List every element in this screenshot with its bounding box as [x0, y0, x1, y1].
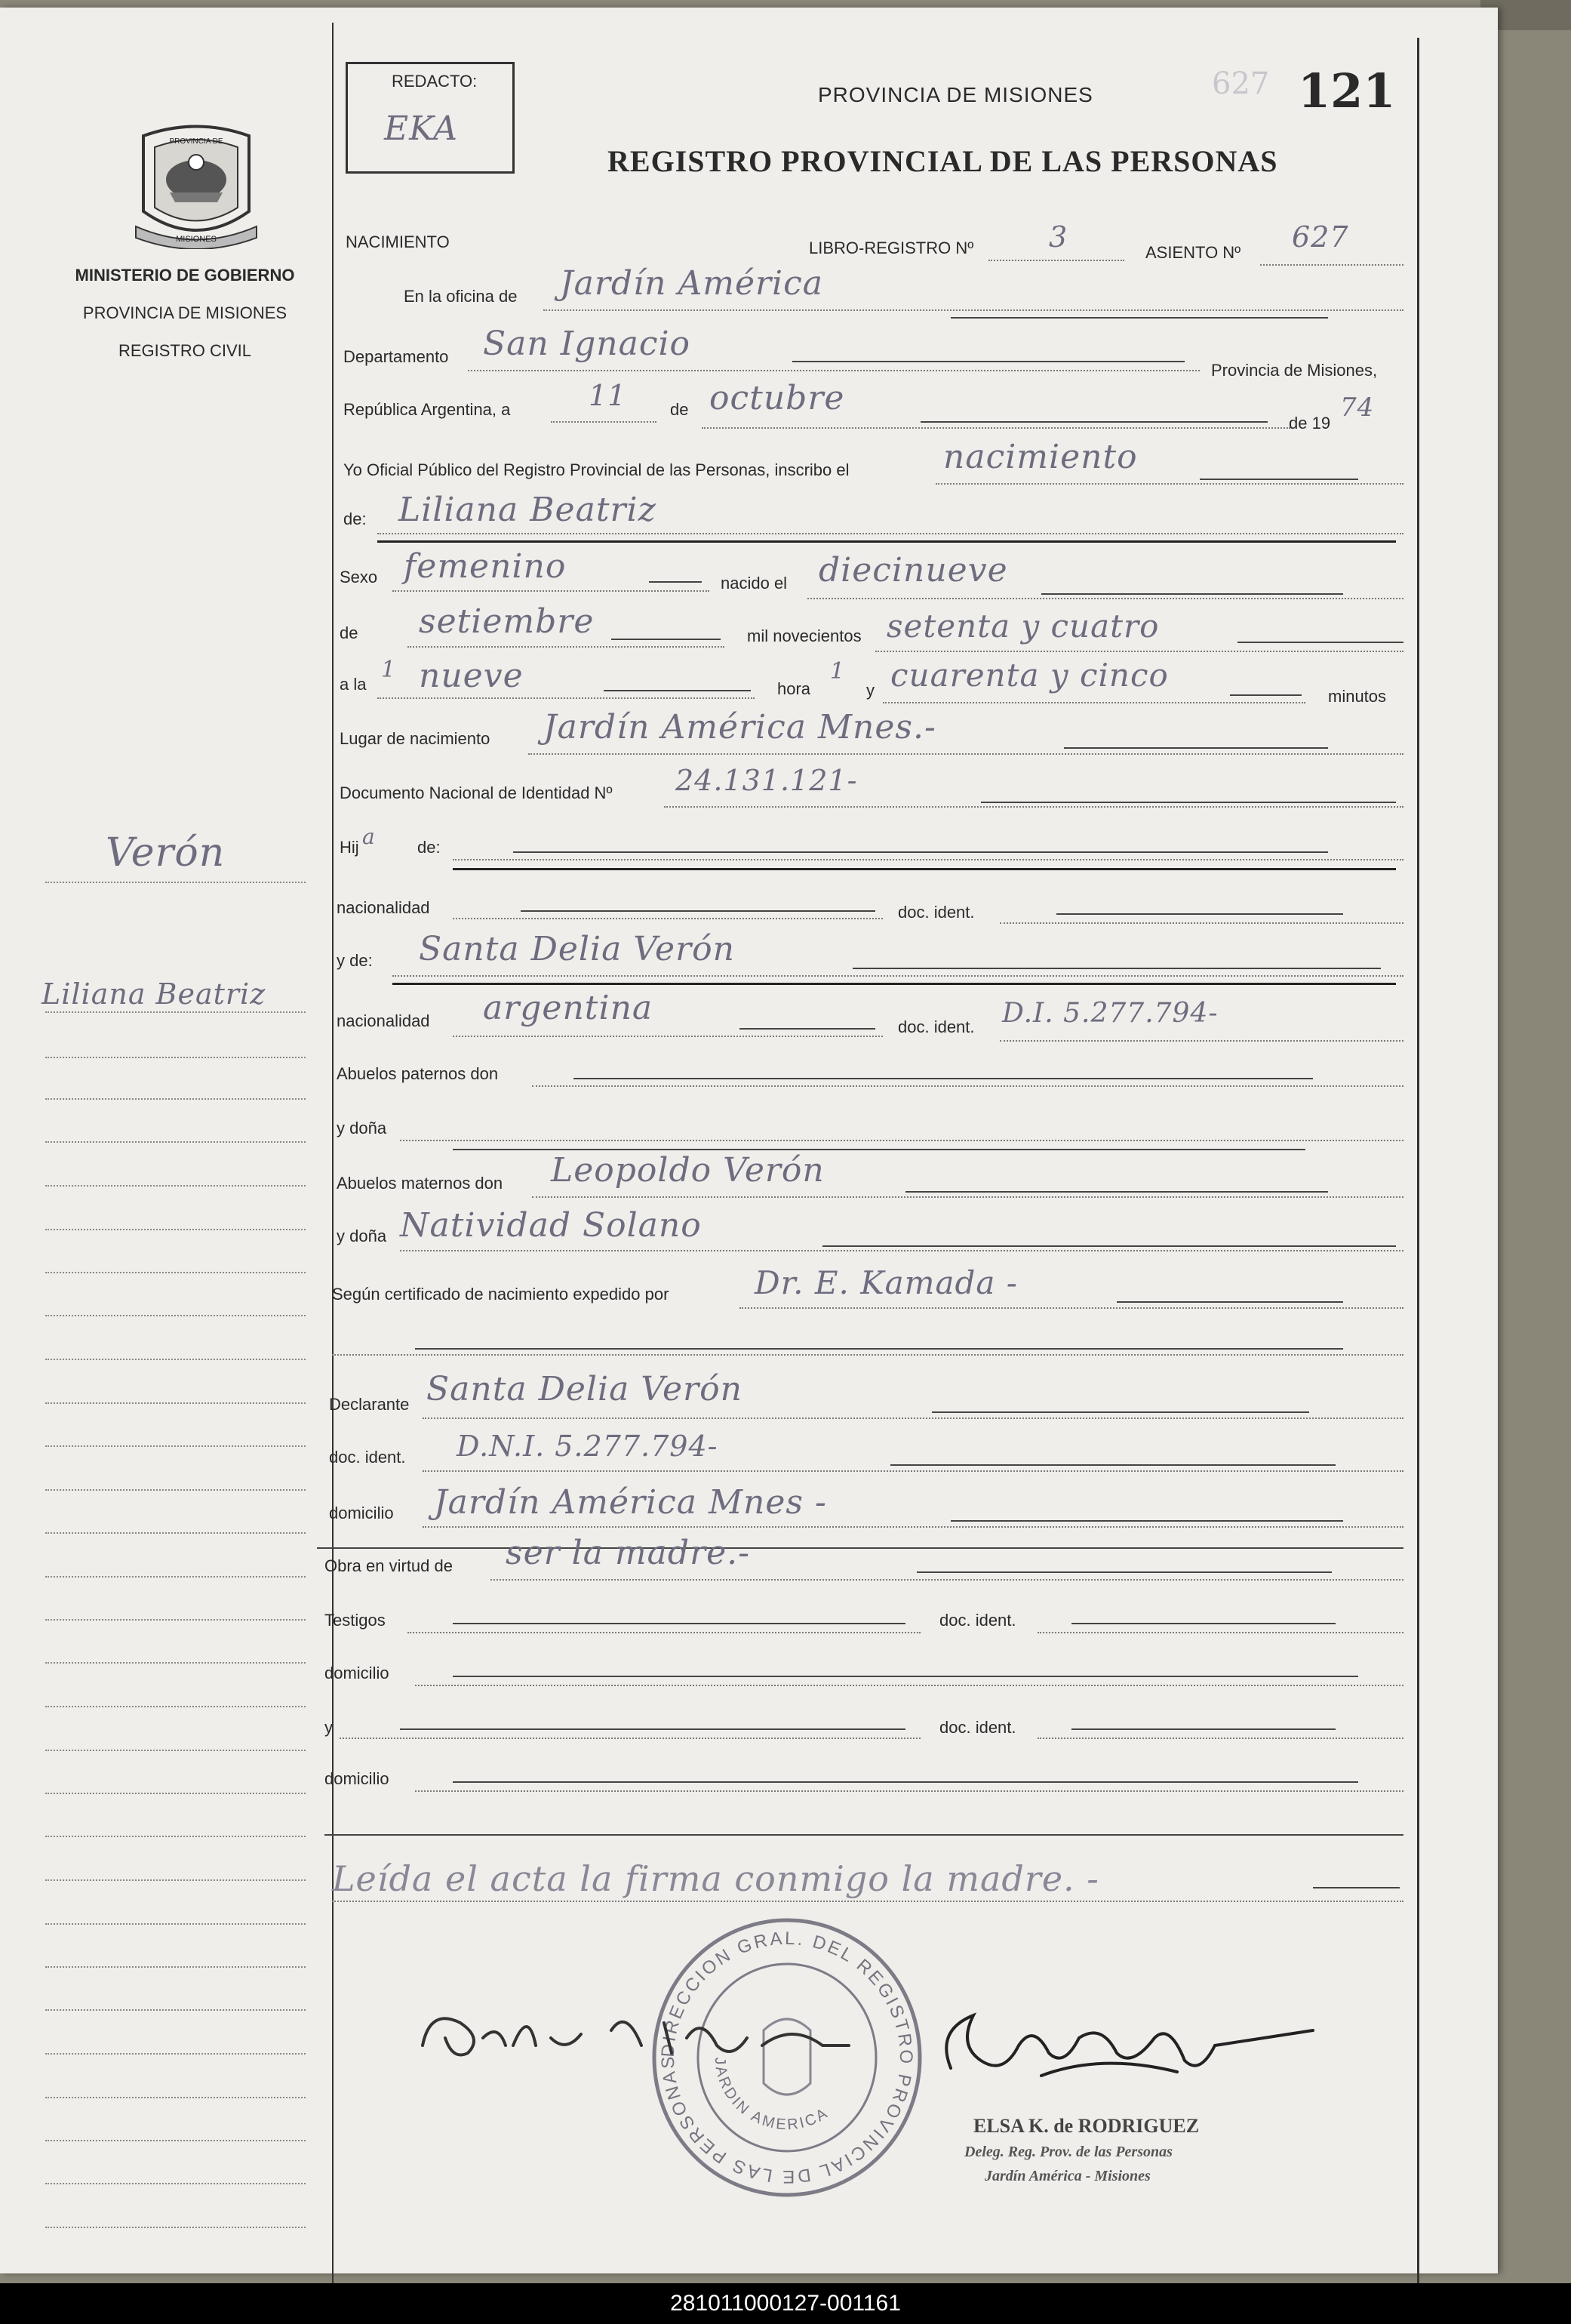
- domicilio-label-3: domicilio: [324, 1769, 389, 1788]
- hijo-suffix: a: [362, 824, 376, 849]
- margin-surname: Verón: [106, 830, 226, 876]
- nacionalidad-madre-value: argentina: [483, 989, 653, 1027]
- libro-value: 3: [1049, 220, 1068, 254]
- libro-label: LIBRO-REGISTRO Nº: [809, 239, 974, 257]
- certificado-label: Según certificado de nacimiento expedido por: [332, 1285, 669, 1304]
- lugar-label: Lugar de nacimiento: [340, 729, 490, 748]
- hora-label: hora: [777, 679, 811, 698]
- obra-value: ser la madre.-: [506, 1534, 750, 1572]
- anio-value: 74: [1340, 392, 1375, 423]
- hora-value: nueve: [419, 657, 524, 695]
- act-type-label: NACIMIENTO: [346, 232, 450, 251]
- obra-label: Obra en virtud de: [324, 1556, 453, 1575]
- testigos-label: Testigos: [324, 1611, 386, 1630]
- seal-text: DIRECCION GRAL. DEL REGISTRO PROVINCIAL DE LAS PERSONAS: [657, 1928, 917, 2187]
- faint-page-number: 627: [1212, 66, 1270, 101]
- doc-madre-value: D.I. 5.277.794-: [1002, 998, 1219, 1029]
- oficina-label: En la oficina de: [404, 287, 518, 306]
- mes-nac-value: setiembre: [419, 602, 595, 641]
- dni-label: Documento Nacional de Identidad Nº: [340, 783, 613, 802]
- redacto-initials: EKA: [384, 109, 458, 148]
- a-la-label: a la: [340, 675, 367, 694]
- nacido-label: nacido el: [721, 574, 788, 593]
- redacto-box: [346, 62, 515, 174]
- y-label-2: y: [324, 1718, 333, 1737]
- image-caption: 281011000127-001161: [0, 2283, 1571, 2324]
- domicilio-value: Jardín América Mnes -: [434, 1483, 827, 1522]
- redacto-label: REDACTO:: [392, 72, 478, 91]
- ministry-province: PROVINCIA DE MISIONES: [82, 303, 287, 322]
- de-label: de: [670, 400, 689, 419]
- y-dona-label-1: y doña: [337, 1119, 387, 1137]
- frame-line-left: [332, 23, 334, 2287]
- crest-text-top: PROVINCIA DE: [169, 137, 223, 146]
- domicilio-label-1: domicilio: [329, 1504, 394, 1522]
- hijo-de-label: de:: [417, 838, 441, 857]
- sexo-value: femenino: [404, 547, 567, 586]
- y-de-label: y de:: [337, 951, 373, 970]
- registry-title: REGISTRO PROVINCIAL DE LAS PERSONAS: [607, 144, 1278, 178]
- oficial-value: nacimiento: [943, 438, 1138, 476]
- abuelo-mat-value: Leopoldo Verón: [551, 1151, 825, 1190]
- provincial-crest-logo: [128, 121, 264, 249]
- official-place: Jardín América - Misiones: [985, 2168, 1151, 2184]
- sexo-label: Sexo: [340, 568, 378, 586]
- republica-label: República Argentina, a: [343, 400, 511, 419]
- dia-value: 11: [589, 379, 627, 412]
- lugar-value: Jardín América Mnes.-: [543, 708, 936, 746]
- abuelos-mat-label: Abuelos maternos don: [337, 1174, 503, 1193]
- oficial-text: Yo Oficial Público del Registro Provincial de las Personas, inscribo el: [343, 460, 850, 479]
- certificate-sheet: [0, 8, 1498, 2273]
- abuela-mat-value: Natividad Solano: [400, 1206, 702, 1245]
- page-number: 121: [1298, 63, 1396, 119]
- departamento-value: San Ignacio: [483, 325, 691, 363]
- domicilio-label-2: domicilio: [324, 1664, 389, 1682]
- crest-text-bottom: MISIONES: [176, 235, 217, 244]
- seal-inner-text: JARDIN AMERICA: [711, 2056, 832, 2134]
- departamento-label: Departamento: [343, 347, 449, 366]
- official-signature: [928, 2000, 1320, 2091]
- province-title: PROVINCIA DE MISIONES: [818, 83, 1093, 106]
- margin-names: Liliana Beatriz: [42, 977, 266, 1011]
- anio-label: de 19: [1289, 414, 1331, 432]
- abuelos-pat-label: Abuelos paternos don: [337, 1064, 499, 1083]
- hora-num-prefix: 1: [381, 657, 397, 683]
- official-name: ELSA K. de RODRIGUEZ: [973, 2115, 1200, 2137]
- ministry-name: MINISTERIO DE GOBIERNO: [75, 266, 295, 285]
- nacionalidad-madre-label: nacionalidad: [337, 1011, 430, 1030]
- nacionalidad-label: nacionalidad: [337, 898, 430, 917]
- oficina-value: Jardín América: [560, 264, 823, 303]
- de-nombre-label: de:: [343, 509, 367, 528]
- minutos-value: cuarenta y cinco: [890, 657, 1169, 694]
- provincia-suffix: Provincia de Misiones,: [1211, 361, 1378, 380]
- anio-nac-value: setenta y cuatro: [887, 608, 1160, 645]
- declarant-signature: [415, 1993, 853, 2068]
- hijo-label: Hij: [340, 838, 359, 857]
- declarante-value: Santa Delia Verón: [426, 1370, 742, 1408]
- de2-label: de: [340, 623, 358, 642]
- leida-value: Leída el acta la firma conmigo la madre. -: [332, 1858, 1099, 1899]
- asiento-value: 627: [1292, 220, 1349, 254]
- nacido-value: diecinueve: [819, 551, 1008, 589]
- y-dona-label-2: y doña: [337, 1227, 387, 1245]
- mes-value: octubre: [709, 379, 845, 417]
- ministry-block: [45, 257, 324, 370]
- frame-line-right: [1417, 38, 1419, 2287]
- madre-value: Santa Delia Verón: [419, 930, 735, 968]
- declarante-doc-value: D.N.I. 5.277.794-: [457, 1430, 718, 1463]
- dni-value: 24.131.121-: [675, 764, 858, 797]
- doc-ident-label-2: doc. ident.: [898, 1017, 975, 1036]
- ministry-office: REGISTRO CIVIL: [118, 341, 252, 360]
- certificado-value: Dr. E. Kamada -: [755, 1264, 1018, 1301]
- official-title: Deleg. Reg. Prov. de las Personas: [964, 2144, 1173, 2160]
- mil-label: mil novecientos: [747, 626, 862, 645]
- nombre-value: Liliana Beatriz: [398, 491, 656, 529]
- doc-ident-label-1: doc. ident.: [898, 903, 975, 922]
- minutos-label: minutos: [1328, 687, 1387, 706]
- minutos-num-prefix: 1: [830, 658, 846, 685]
- doc-ident-label-4: doc. ident.: [939, 1718, 1016, 1737]
- declarante-doc-label: doc. ident.: [329, 1448, 406, 1467]
- asiento-label: ASIENTO Nº: [1145, 243, 1241, 262]
- declarante-label: Declarante: [329, 1395, 410, 1414]
- doc-ident-label-3: doc. ident.: [939, 1611, 1016, 1630]
- y-label: y: [866, 681, 875, 700]
